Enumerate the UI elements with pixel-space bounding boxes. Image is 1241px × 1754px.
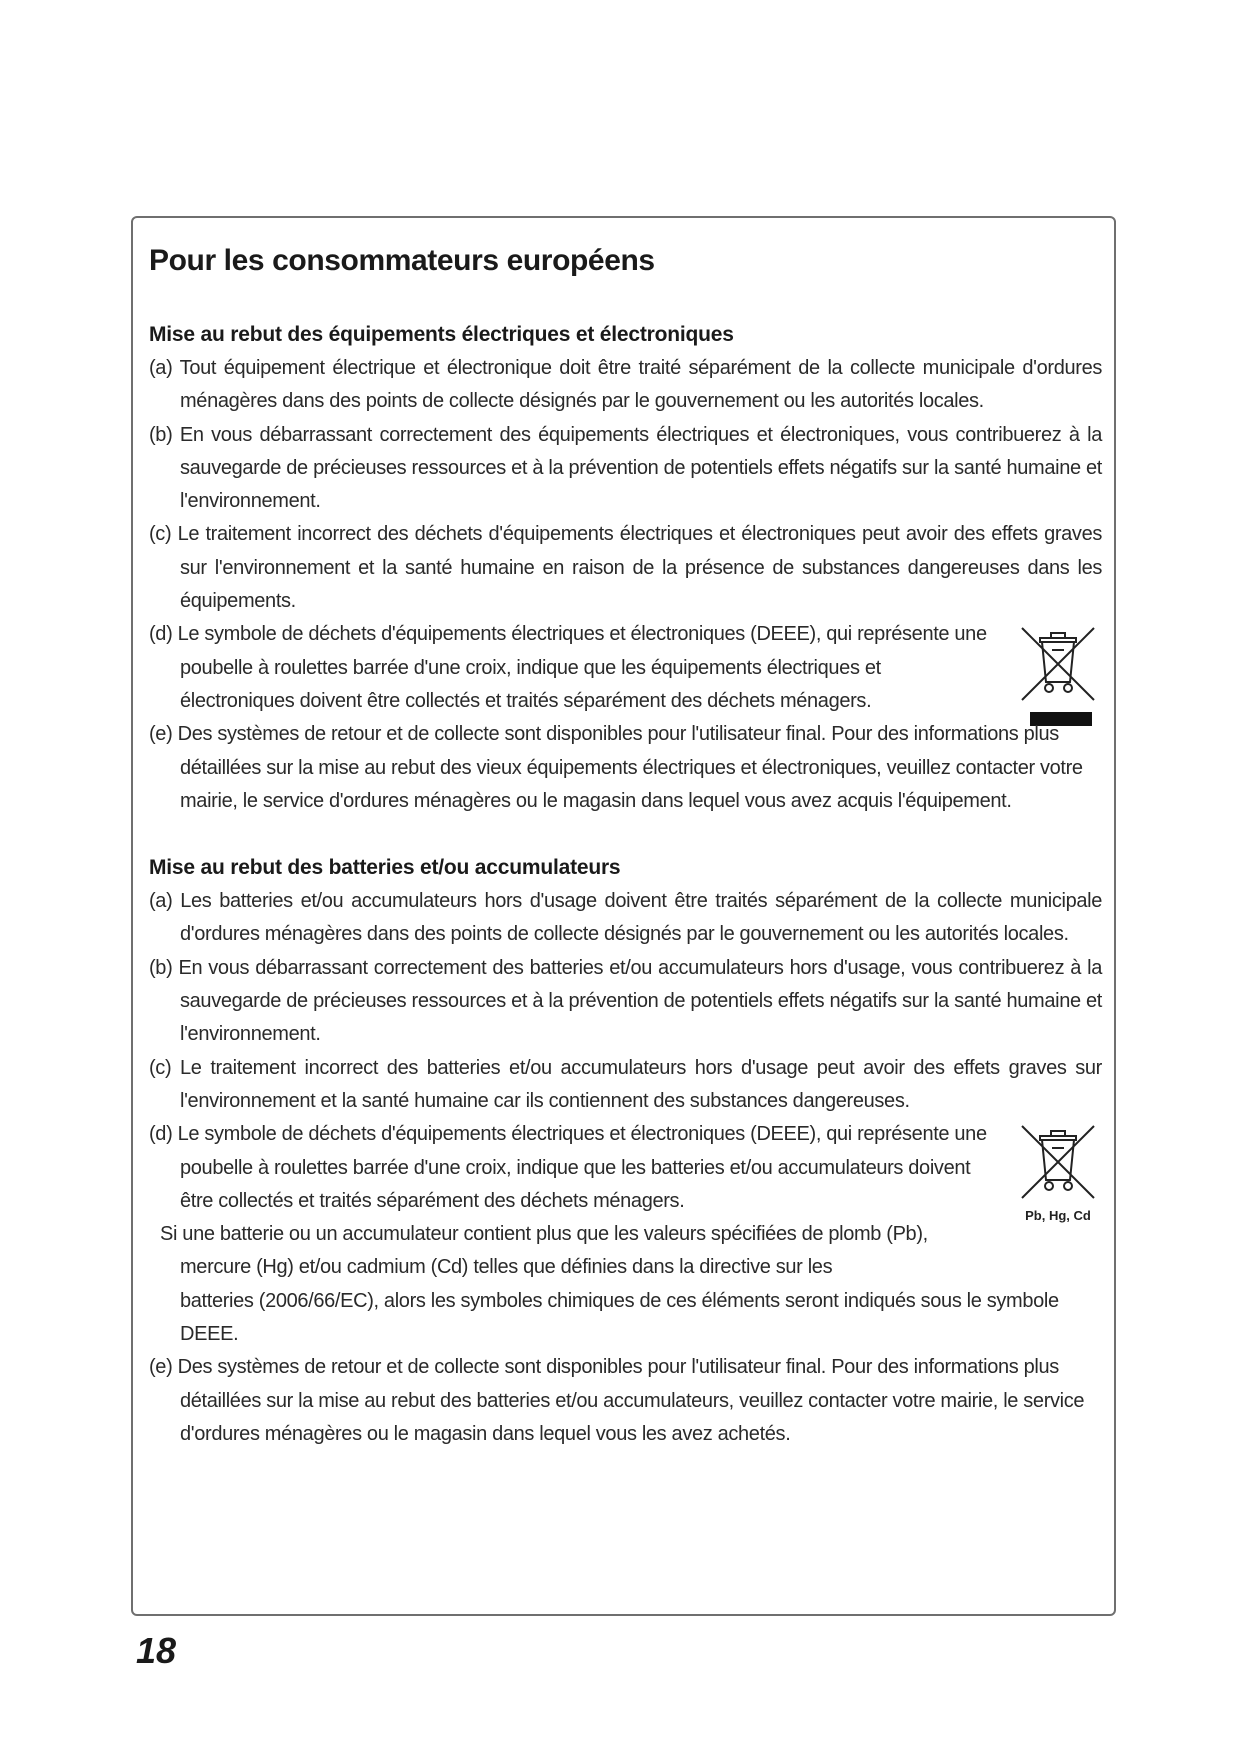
list-item: (e) Des systèmes de retour et de collecte sont disponibles pour l'utilisateur final. Pour des informations plus détaillées sur la mise au rebut des batteries et/ou accumulateurs, veuillez contacter votre mairie, le service d'ordures ménagères ou le magasin dans lequel vous les avez achetés. xyxy=(149,1356,1085,1445)
section-heading-batteries: Mise au rebut des batteries et/ou accumulateurs xyxy=(149,856,621,880)
list-item: (b) En vous débarrassant correctement des batteries et/ou accumulateurs hors d'usage, vous contribuerez à la sauvegarde de précieuses ressources et à la prévention de potentiels effets négatifs sur la santé humaine et l'environnement. xyxy=(149,956,1102,1046)
list-item-with-symbol xyxy=(149,618,1102,718)
notice-box xyxy=(131,216,1116,1616)
section-heading-equipment: Mise au rebut des équipements électriques et électroniques xyxy=(149,323,734,346)
weee-section xyxy=(149,318,1102,818)
weee-symbol xyxy=(1018,1122,1098,1223)
list-item: (d) Le symbole de déchets d'équipements électriques et électroniques (DEEE), qui représente une poubelle à roulettes barrée d'une croix, indique que les équipements électriques et électroniques doivent être collectés et traités séparément des déchets ménagers. xyxy=(149,623,987,712)
list-item: (c) Le traitement incorrect des batteries et/ou accumulateurs hors d'usage peut avoir des effets graves sur l'environnement et la santé humaine car ils contiennent des substances dangereuses. xyxy=(149,1056,1102,1112)
list-item-with-symbol xyxy=(149,1118,1102,1351)
list-item: (d) Le symbole de déchets d'équipements électriques et électroniques (DEEE), qui représente une poubelle à roulettes barrée d'une croix, indique que les batteries et/ou accumulateurs doivent être collectés et traités séparément des déchets ménagers. xyxy=(149,1123,987,1212)
list-item: (c) Le traitement incorrect des déchets d'équipements électriques et électroniques peut avoir des effets graves sur l'environnement et la santé humaine en raison de la présence de substances dangereuses dans les équipements. xyxy=(149,523,1102,613)
list-item: (a) Tout équipement électrique et électronique doit être traité séparément de la collecte municipale d'ordures ménagères dans des points de collecte désignés par le gouvernement ou les autorités locales. xyxy=(149,357,1102,413)
crossed-out-wheeled-bin-icon xyxy=(1018,1122,1098,1204)
list-item: (b) En vous débarrassant correctement des équipements électriques et électroniques, vous contribuerez à la sauvegarde de précieuses ressources et à la prévention de potentiels effets négatifs sur la santé humaine et l'environnement. xyxy=(149,423,1102,513)
battery-section xyxy=(149,851,1102,1451)
chemical-symbols-label: Pb, Hg, Cd xyxy=(1025,1208,1091,1224)
crossed-out-wheeled-bin-icon xyxy=(1018,624,1098,728)
weee-symbol xyxy=(1018,624,1098,728)
page-number: 18 xyxy=(136,1630,177,1671)
chemical-note-continued: batteries (2006/66/EC), alors les symboles chimiques de ces éléments seront indiqués sous le symbole DEEE. xyxy=(180,1289,1059,1346)
list-item: (e) Des systèmes de retour et de collecte sont disponibles pour l'utilisateur final. Pour des informations plus détaillées sur la mise au rebut des vieux équipements électriques et électroniques, veuillez contacter votre mairie, le service d'ordures ménagères ou le magasin dans lequel vous avez acquis l'équipement. xyxy=(149,723,1083,812)
chemical-note: Si une batterie ou un accumulateur contient plus que les valeurs spécifiées de plomb (Pb), mercure (Hg) et/ou cadmium (Cd) telles que définies dans la directive sur les xyxy=(160,1223,928,1279)
list-item: (a) Les batteries et/ou accumulateurs hors d'usage doivent être traités séparément de la collecte municipale d'ordures ménagères dans des points de collecte désignés par le gouvernement ou les autorités locales. xyxy=(149,890,1102,946)
page-title: Pour les consommateurs européens xyxy=(149,244,655,277)
